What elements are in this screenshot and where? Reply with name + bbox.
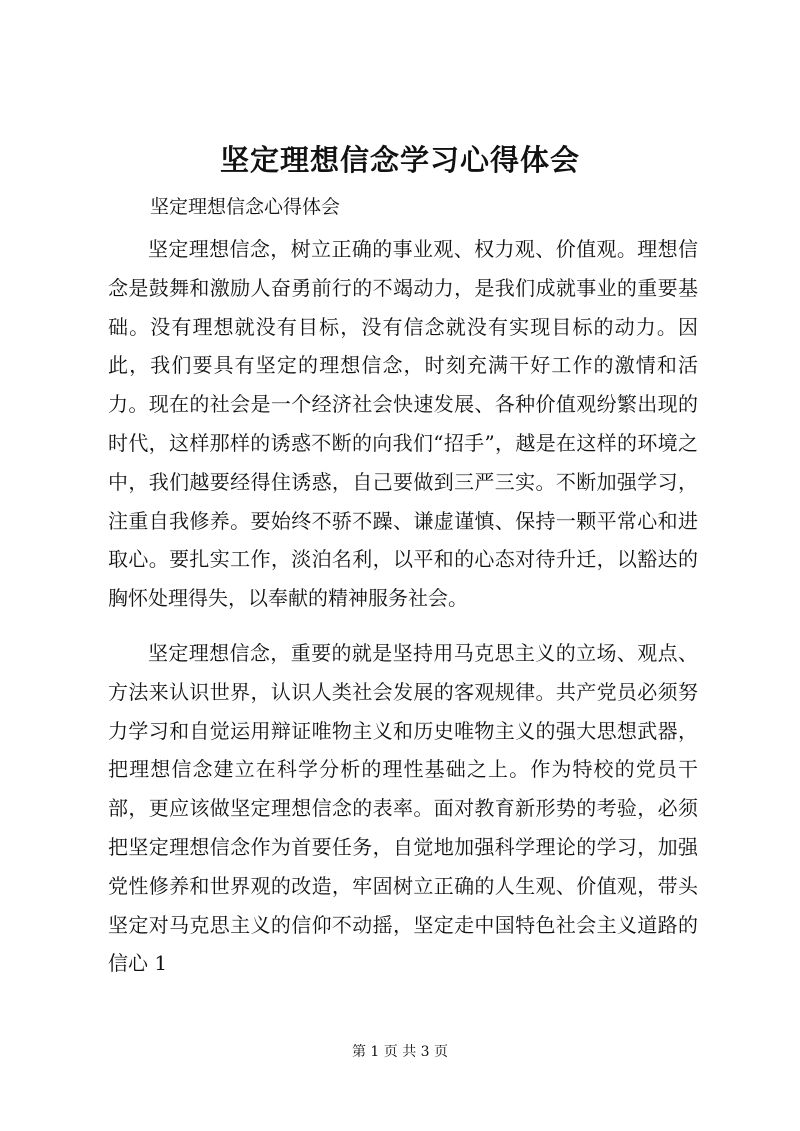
document-subtitle: 坚定理想信念心得体会: [150, 196, 341, 218]
body-paragraph-2: 坚定理想信念，重要的就是坚持用马克思主义的立场、观点、方法来认识世界，认识人类社会发展的客观规律。共产党员必须努力学习和自觉运用辩证唯物主义和历史唯物主义的强大思想武器，把理想信念建立在科学分析的理性基础之上。作为特校的党员干部，更应该做坚定理想信念的表率。面对教育新形势的考验，必须把坚定理想信念作为首要任务，自觉地加强科学理论的学习，加强党性修养和世界观的改造，牢固树立正确的人生观、价值观，带头坚定对马克思主义的信仰不动摇，坚定走中国特色社会主义道路的信心 1: [108, 641, 698, 976]
page-footer: 第 1 页 共 3 页: [351, 1044, 449, 1060]
body-paragraph-1: 坚定理想信念，树立正确的事业观、权力观、价值观。理想信念是鼓舞和激励人奋勇前行的不竭动力，是我们成就事业的重要基础。没有理想就没有目标，没有信念就没有实现目标的动力。因此，我们要具有坚定的理想信念，时刻充满干好工作的激情和活力。现在的社会是一个经济社会快速发展、各种价值观纷繁出现的时代，这样那样的诱惑不断的向我们“招手”，越是在这样的环境之中，我们越要经得住诱惑，自己要做到三严三实。不断加强学习，注重自我修养。要始终不骄不躁、谦虚谨慎、保持一颗平常心和进取心。要扎实工作，淡泊名利，以平和的心态对待升迁，以豁达的胸怀处理得失，以奉献的精神服务社会。: [108, 237, 698, 611]
document-title: 坚定理想信念学习心得体会: [219, 143, 580, 177]
